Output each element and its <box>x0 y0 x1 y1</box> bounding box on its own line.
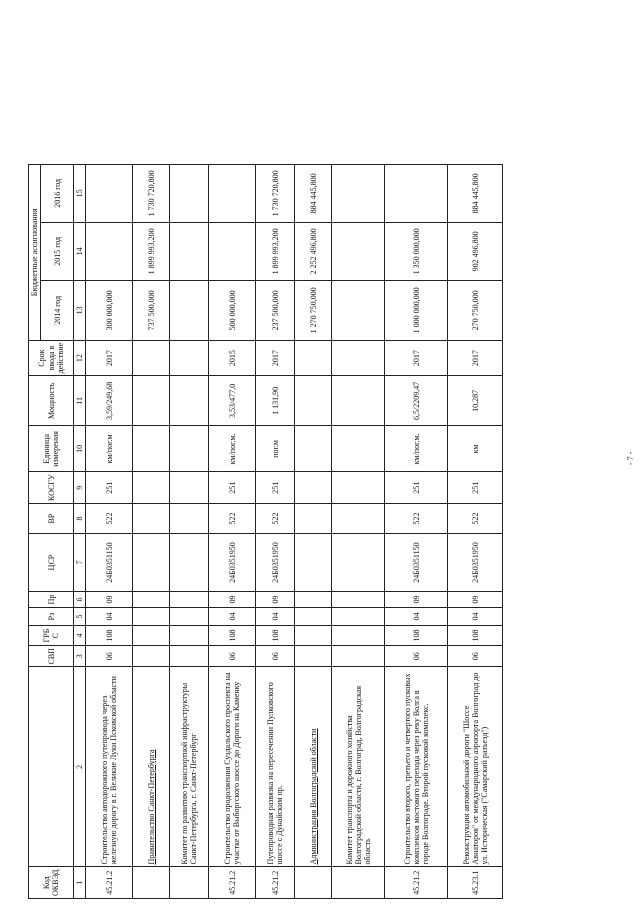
table-cell-y15: 2 252 496,800 <box>295 222 332 280</box>
header-vr: ВР <box>29 504 74 534</box>
table-cell-y14: 737 500,000 <box>133 280 170 340</box>
table-cell-y14: 270 750,000 <box>448 280 503 340</box>
table-cell-svp: 06 <box>385 646 448 667</box>
table-cell-pr: 09 <box>86 592 133 608</box>
table-cell-term: 2017 <box>86 340 133 376</box>
header-rz: Рз <box>29 608 74 626</box>
table-cell-vr <box>332 504 385 534</box>
table-cell-name: Комитет по развитию транспортной инфраструктуры Санкт-Петербурга, г. Санкт-Петербург <box>170 667 209 867</box>
col-num: 3 <box>74 646 86 667</box>
table-row <box>133 164 170 898</box>
header-grbs: ГРБ С <box>29 626 74 646</box>
col-num: 6 <box>74 592 86 608</box>
table-cell-svp <box>332 646 385 667</box>
table-cell-kod: 45.21.2 <box>256 867 295 899</box>
table-cell-rz <box>133 608 170 626</box>
table-cell-kod: 45.21.2 <box>209 867 256 899</box>
table-cell-grbs: 108 <box>385 626 448 646</box>
table-cell-term <box>133 340 170 376</box>
table-cell-y14: 500 000,000 <box>209 280 256 340</box>
header-term: Срок ввода в действие <box>29 340 74 376</box>
table-cell-cap: 10,287 <box>448 376 503 426</box>
table-cell-term: 2015 <box>209 340 256 376</box>
table-cell-pr <box>133 592 170 608</box>
table-cell-name: Комитет транспорта и дорожного хозяйства Волгоградской области, г. Волгоград, Волгоградская область <box>332 667 385 867</box>
table-cell-kosgu: 251 <box>86 472 133 504</box>
table-cell-svp: 06 <box>448 646 503 667</box>
table-cell-kod <box>332 867 385 899</box>
header-kosgu: КОСГУ <box>29 472 74 504</box>
table-cell-y15 <box>332 222 385 280</box>
table-cell-term: 2017 <box>385 340 448 376</box>
header-row <box>29 164 41 898</box>
table-cell-cap: 3,59/249,68 <box>86 376 133 426</box>
table-cell-vr: 522 <box>256 504 295 534</box>
table-cell-grbs: 108 <box>448 626 503 646</box>
table-cell-name: Строительство продолжения Суздальского проспекта на участке от Выборгского шоссе до Дороги на Каменку <box>209 667 256 867</box>
table-cell-unit: км/пог.м. <box>209 426 256 472</box>
col-num: 1 <box>74 867 86 899</box>
header-2015: 2015 год <box>41 222 74 280</box>
table-cell-rz: 04 <box>448 608 503 626</box>
table-row <box>385 164 448 898</box>
table-row <box>86 164 133 898</box>
header-csr: ЦСР <box>29 534 74 592</box>
table-cell-rz: 04 <box>209 608 256 626</box>
table-cell-name: Реконструкция автомобильной дороги "Шоссе Авиаторов" от международного аэропорта Волгоград до ул. Историческая ("Самарский разъезд") <box>448 667 503 867</box>
table-cell-y14: 1 000 000,000 <box>385 280 448 340</box>
table-cell-kod <box>295 867 332 899</box>
col-num: 12 <box>74 340 86 376</box>
table-cell-y15: 902 496,800 <box>448 222 503 280</box>
table-cell-svp: 06 <box>209 646 256 667</box>
table-cell-kod: 45.21.2 <box>385 867 448 899</box>
header-unit: Единица измерения <box>29 426 74 472</box>
table-cell-csr: 24Б0351950 <box>448 534 503 592</box>
table-cell-term <box>170 340 209 376</box>
table-cell-grbs <box>133 626 170 646</box>
col-num: 5 <box>74 608 86 626</box>
table-cell-pr: 09 <box>448 592 503 608</box>
table-cell-unit: км/пог.м <box>86 426 133 472</box>
table-cell-cap: 1 131,90 <box>256 376 295 426</box>
col-num: 11 <box>74 376 86 426</box>
table-cell-unit <box>170 426 209 472</box>
table-cell-y16 <box>385 164 448 222</box>
header-pr: Пр <box>29 592 74 608</box>
table-cell-vr: 522 <box>448 504 503 534</box>
table-cell-kod <box>133 867 170 899</box>
col-num: 4 <box>74 626 86 646</box>
table-cell-svp <box>170 646 209 667</box>
header-2016: 2016 год <box>41 164 74 222</box>
table-cell-unit: км <box>448 426 503 472</box>
table-cell-y14: 237 500,000 <box>256 280 295 340</box>
table-cell-grbs <box>295 626 332 646</box>
table-cell-name: Строительство второго, третьего и четвертого пусковых комплексов мостового перехода через реку Волга в городе Волгограде. Второй пусковой комплекс. <box>385 667 448 867</box>
table-cell-y16 <box>209 164 256 222</box>
table-cell-name: Путепроводная развязка на пересечении Пулковского шоссе с Дунайским пр. <box>256 667 295 867</box>
table-cell-unit: пог.м <box>256 426 295 472</box>
table-cell-kosgu <box>332 472 385 504</box>
table-cell-kod: 45.21.2 <box>86 867 133 899</box>
table-cell-vr: 522 <box>86 504 133 534</box>
table-cell-y14: 1 270 750,000 <box>295 280 332 340</box>
table-cell-rz: 04 <box>256 608 295 626</box>
table-cell-y14 <box>332 280 385 340</box>
table-cell-y15 <box>170 222 209 280</box>
table-cell-vr <box>295 504 332 534</box>
table-cell-pr: 09 <box>256 592 295 608</box>
table-cell-unit <box>295 426 332 472</box>
table-row <box>170 164 209 898</box>
table-cell-vr: 522 <box>209 504 256 534</box>
table-cell-kosgu <box>133 472 170 504</box>
table-cell-y16 <box>332 164 385 222</box>
table-cell-kosgu: 251 <box>385 472 448 504</box>
table-cell-csr: 24Б0351150 <box>86 534 133 592</box>
table-cell-term: 2017 <box>256 340 295 376</box>
table-cell-grbs <box>332 626 385 646</box>
table-cell-csr: 24Б0351150 <box>385 534 448 592</box>
table-cell-grbs: 108 <box>86 626 133 646</box>
table-cell-rz <box>332 608 385 626</box>
table-cell-svp: 06 <box>86 646 133 667</box>
header-budget: Бюджетные ассигнования <box>29 164 41 340</box>
table-cell-kosgu <box>170 472 209 504</box>
table-row <box>448 164 503 898</box>
table-cell-csr <box>133 534 170 592</box>
table-cell-rz <box>295 608 332 626</box>
table-row <box>256 164 295 898</box>
header-svp: СВП <box>29 646 74 667</box>
header-2014: 2014 год <box>41 280 74 340</box>
table-row <box>295 164 332 898</box>
col-num: 15 <box>74 164 86 222</box>
table-cell-csr <box>332 534 385 592</box>
page-number: - 7 - <box>626 451 635 465</box>
table-cell-cap: 3,53/477,0 <box>209 376 256 426</box>
table-cell-vr <box>133 504 170 534</box>
table-cell-term <box>295 340 332 376</box>
table-cell-rz: 04 <box>385 608 448 626</box>
table-cell-rz <box>170 608 209 626</box>
table-row <box>209 164 256 898</box>
table-cell-csr <box>170 534 209 592</box>
table-cell-unit: км/пог.м. <box>385 426 448 472</box>
table-cell-kod <box>170 867 209 899</box>
col-num: 7 <box>74 534 86 592</box>
table-cell-term <box>332 340 385 376</box>
table-cell-kosgu <box>295 472 332 504</box>
table-cell-kosgu: 251 <box>256 472 295 504</box>
col-num: 14 <box>74 222 86 280</box>
table-cell-name: Администрация Волгоградской области <box>295 667 332 867</box>
table-cell-name: Правительство Санкт-Петербурга <box>133 667 170 867</box>
table-cell-vr: 522 <box>385 504 448 534</box>
table-cell-y15: 1 350 000,000 <box>385 222 448 280</box>
table-cell-grbs <box>170 626 209 646</box>
table-cell-pr: 09 <box>385 592 448 608</box>
table-cell-svp <box>295 646 332 667</box>
table-cell-cap <box>332 376 385 426</box>
table-cell-kosgu: 251 <box>448 472 503 504</box>
table-cell-y16: 884 445,800 <box>448 164 503 222</box>
table-cell-rz: 04 <box>86 608 133 626</box>
col-num: 2 <box>74 667 86 867</box>
table-cell-cap: 6,5/2209,47 <box>385 376 448 426</box>
col-num: 10 <box>74 426 86 472</box>
header-name <box>29 667 74 867</box>
table-cell-grbs: 108 <box>256 626 295 646</box>
table-cell-y15: 1 899 993,200 <box>133 222 170 280</box>
table-cell-csr <box>295 534 332 592</box>
table-cell-name: Строительство автодорожного путепровода через железную дорогу в г. Великие Луки Псковской области <box>86 667 133 867</box>
col-num: 13 <box>74 280 86 340</box>
header-capacity: Мощность <box>29 376 74 426</box>
table-cell-grbs: 108 <box>209 626 256 646</box>
col-num: 9 <box>74 472 86 504</box>
table-cell-pr: 09 <box>209 592 256 608</box>
table-cell-y15 <box>86 222 133 280</box>
table-cell-svp: 06 <box>256 646 295 667</box>
table-cell-y14: 300 000,000 <box>86 280 133 340</box>
table-cell-vr <box>170 504 209 534</box>
table-cell-pr <box>170 592 209 608</box>
table-cell-unit <box>133 426 170 472</box>
budget-table <box>28 164 503 899</box>
table-body <box>86 164 503 898</box>
table-cell-y16 <box>86 164 133 222</box>
header-kod: Код ОКВЭД <box>29 867 74 899</box>
table-cell-svp <box>133 646 170 667</box>
table-cell-csr: 24Б0351950 <box>209 534 256 592</box>
table-cell-cap <box>133 376 170 426</box>
table-cell-pr <box>332 592 385 608</box>
table-cell-cap <box>170 376 209 426</box>
table-cell-csr: 24Б0351950 <box>256 534 295 592</box>
table-cell-kosgu: 251 <box>209 472 256 504</box>
table-cell-kod: 45.23.1 <box>448 867 503 899</box>
table-cell-term: 2017 <box>448 340 503 376</box>
table-cell-y15 <box>209 222 256 280</box>
table-cell-y15: 1 899 993,200 <box>256 222 295 280</box>
table-cell-pr <box>295 592 332 608</box>
column-number-row <box>74 164 86 898</box>
table-cell-y16: 1 730 720,800 <box>256 164 295 222</box>
table-cell-y16: 884 445,800 <box>295 164 332 222</box>
table-cell-unit <box>332 426 385 472</box>
table-cell-y14 <box>170 280 209 340</box>
table-cell-y16: 1 730 720,800 <box>133 164 170 222</box>
table-cell-y16 <box>170 164 209 222</box>
col-num: 8 <box>74 504 86 534</box>
table-cell-cap <box>295 376 332 426</box>
table-row <box>332 164 385 898</box>
